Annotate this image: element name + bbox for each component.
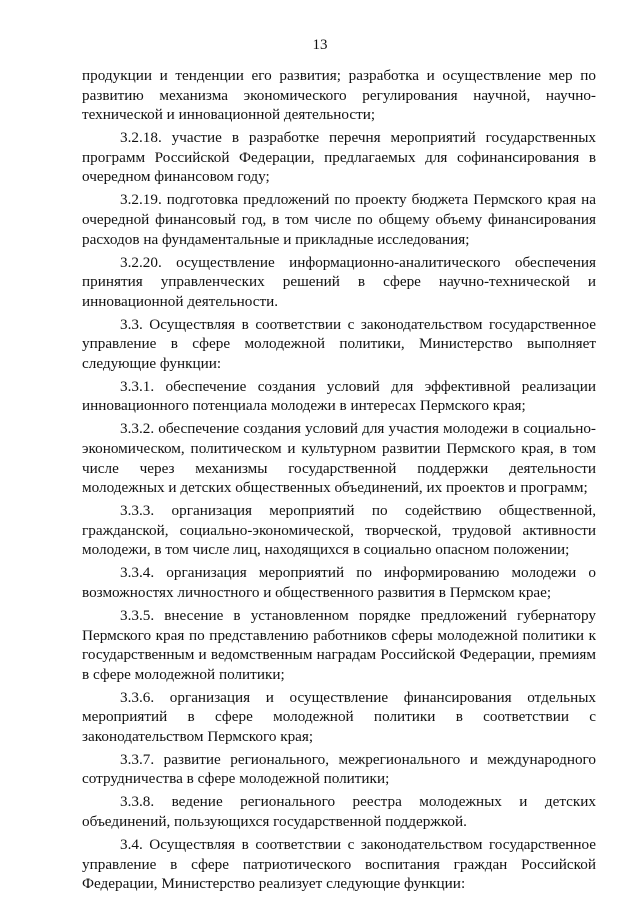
paragraph-3-3-7: 3.3.7. развитие регионального, межрегионального и международного сотрудничества в сфере молодежной политики; xyxy=(82,750,596,788)
paragraph-3-2-20: 3.2.20. осуществление информационно-аналитического обеспечения принятия управленческих решений в сфере научно-технической и инновационной деятельности. xyxy=(82,253,596,310)
paragraph-3-3-5: 3.3.5. внесение в установленном порядке предложений губернатору Пермского края по представлению работников сферы молодежной политики к государственным и ведомственным наградам Российской Федерации, премиям в сфере молодежной политики; xyxy=(82,606,596,683)
document-body xyxy=(82,66,596,897)
paragraph-3-3-8: 3.3.8. ведение регионального реестра молодежных и детских объединений, пользующихся государственной поддержкой. xyxy=(82,793,596,831)
paragraph-3-2-18: 3.2.18. участие в разработке перечня мероприятий государственных программ Российской Федерации, предлагаемых для софинансирования в очередном финансовом году; xyxy=(82,129,596,186)
paragraph-3-3-4: 3.3.4. организация мероприятий по информированию молодежи о возможностях личностного и общественного развития в Пермском крае; xyxy=(82,564,596,601)
paragraph-3-3: 3.3. Осуществляя в соответствии с законодательством государственное управление в сфере молодежной политики, Министерство выполняет следующие функции: xyxy=(82,315,596,372)
paragraph-3-2-19: 3.2.19. подготовка предложений по проекту бюджета Пермского края на очередной финансовый год, в том числе по общему объему финансирования расходов на фундаментальные и прикладные исследования; xyxy=(82,191,596,248)
page-number: 13 xyxy=(312,37,328,53)
paragraph-3-3-3: 3.3.3. организация мероприятий по содействию общественной, гражданской, социально-экономической, творческой, трудовой активности молодежи, в том числе лиц, находящихся в социально опасном положении; xyxy=(82,502,596,559)
paragraph-3-3-2: 3.3.2. обеспечение создания условий для участия молодежи в социально-экономическом, политическом и культурном развитии Пермского края, в том числе через механизмы государственной поддержки деятельности молодежных и детских общественных объединений, их проектов и программ; xyxy=(82,420,596,497)
paragraph-3-3-6: 3.3.6. организация и осуществление финансирования отдельных мероприятий в сфере молодежной политики в соответствии с законодательством Пермского края; xyxy=(82,688,596,745)
paragraph-continuation: продукции и тенденции его развития; разработка и осуществление мер по развитию механизма экономического регулирования научной, научно-технической и инновационной деятельности; xyxy=(82,67,596,124)
paragraph-3-4: 3.4. Осуществляя в соответствии с законодательством государственное управление в сфере патриотического воспитания граждан Российской Федерации, Министерство реализует следующие функции: xyxy=(82,836,596,893)
paragraph-3-3-1: 3.3.1. обеспечение создания условий для эффективной реализации инновационного потенциала молодежи в интересах Пермского края; xyxy=(82,377,596,415)
